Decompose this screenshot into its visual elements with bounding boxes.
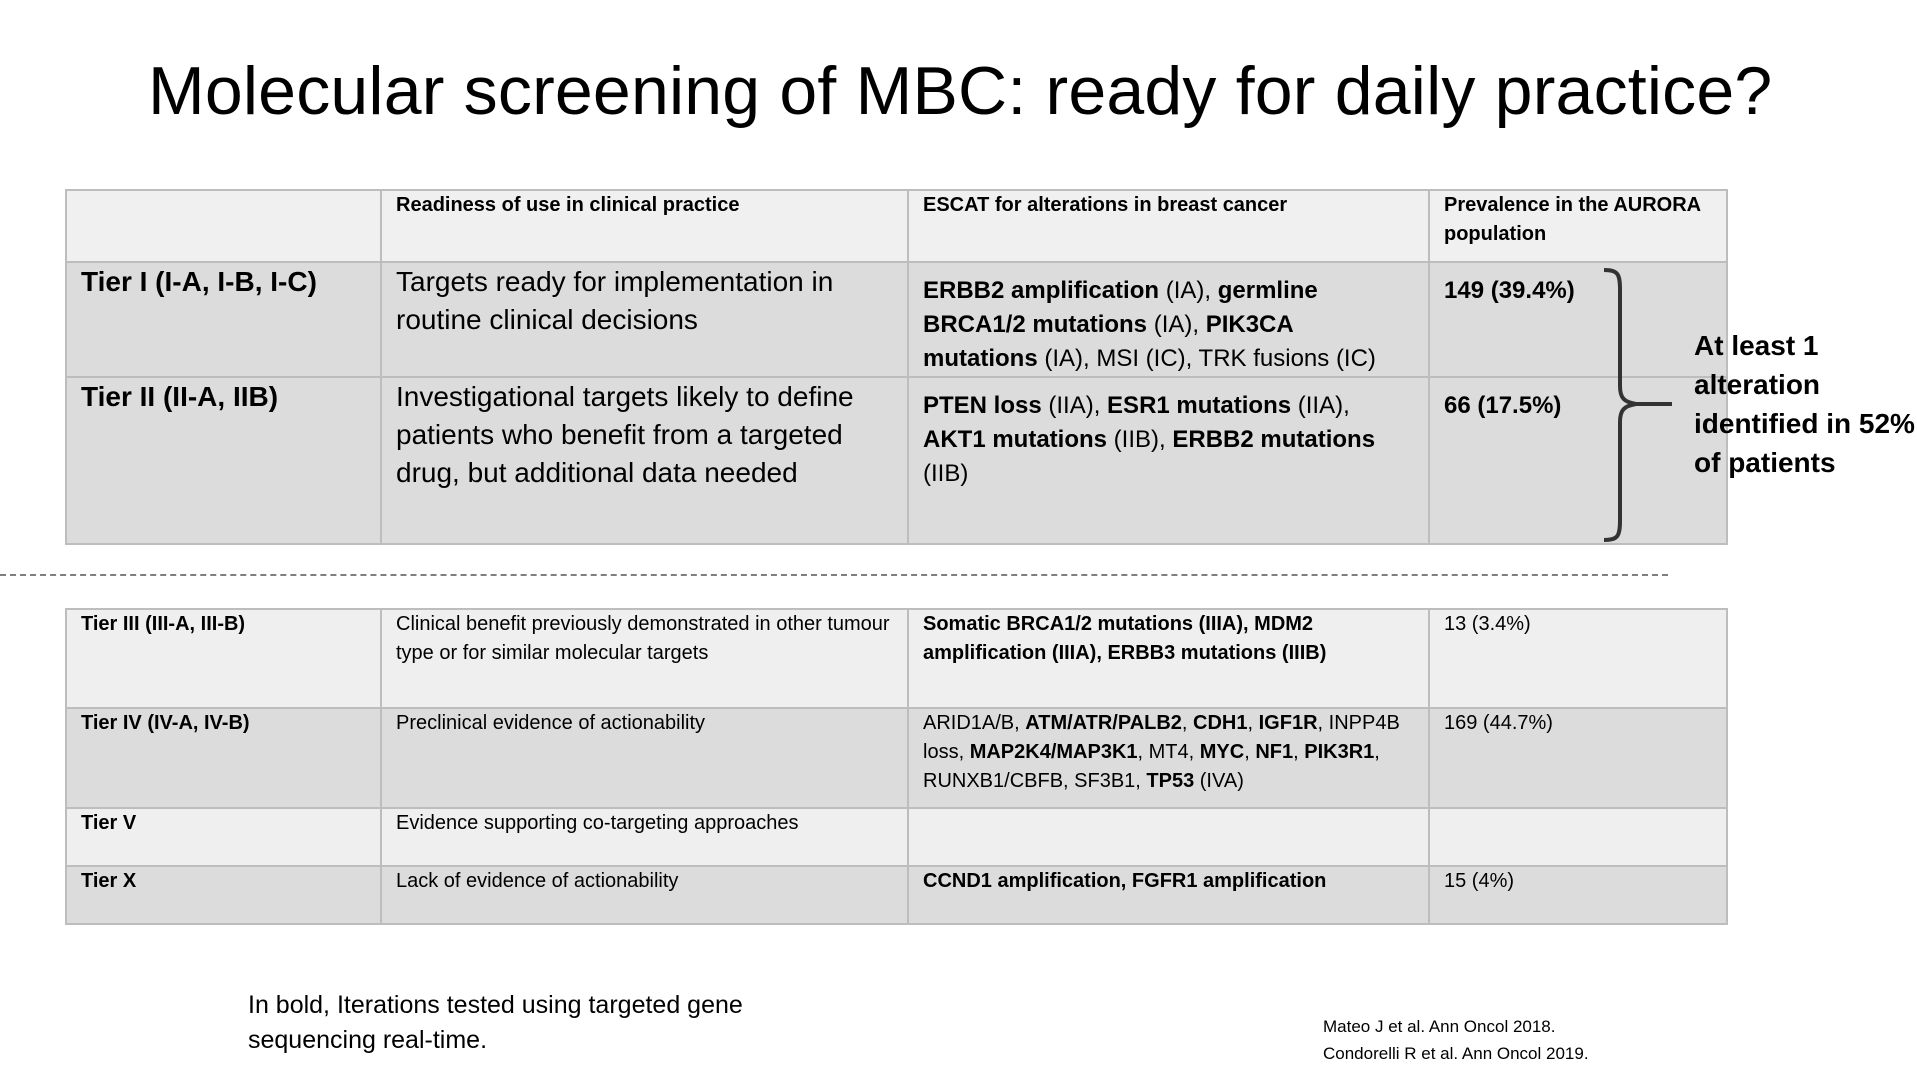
escat-text: (IIA), (1041, 392, 1108, 419)
escat-alteration-bold: ERBB2 amplification (923, 277, 1160, 304)
prevalence-cell (1429, 377, 1727, 544)
escat-text: (IIA), (1291, 392, 1350, 419)
readiness-cell: Evidence supporting co-targeting approaches (381, 808, 908, 866)
page-title: Molecular screening of MBC: ready for daily practice? (148, 53, 1773, 129)
escat-alteration-bold: NF1 (1255, 741, 1294, 763)
escat-alteration-bold: MAP2K4/MAP3K1 (969, 741, 1138, 763)
prevalence-cell: 15 (4%) (1429, 866, 1727, 924)
escat-alteration-bold: PIK3R1 (1304, 741, 1375, 763)
escat-text: , (1181, 712, 1194, 734)
table-row (66, 609, 1727, 708)
escat-alteration-bold: ATM/ATR/PALB2 (1025, 712, 1182, 734)
footnote-line: In bold, Iterations tested using targeted gene (248, 991, 743, 1019)
escat-alteration-bold: Somatic BRCA1/2 mutations (IIIA), MDM2 amplification (IIIA), ERBB3 mutations (IIIB) (923, 613, 1327, 664)
tier-table-bottom (65, 608, 1728, 925)
prevalence-value: 149 (39.4%) (1444, 277, 1575, 304)
references (1323, 1013, 1589, 1067)
escat-text: , (1244, 741, 1256, 763)
table-row (66, 262, 1727, 377)
escat-text: (IA), (1147, 311, 1206, 338)
prevalence-cell: 13 (3.4%) (1429, 609, 1727, 708)
escat-alteration-bold: CCND1 amplification, FGFR1 amplification (923, 870, 1327, 892)
summary-note: At least 1 alteration identified in 52% of patients (1694, 330, 1915, 478)
escat-alteration-bold: ERBB2 mutations (1172, 426, 1376, 453)
header-cell-tier (66, 190, 381, 262)
escat-alteration-bold: PIK3CA mutations (923, 311, 1293, 372)
footnote-line: sequencing real-time. (248, 1026, 488, 1054)
table-row (66, 377, 1727, 544)
prevalence-cell (1429, 808, 1727, 866)
escat-text: (IIB), (1107, 426, 1173, 453)
escat-text: (IA), MSI (IC), TRK fusions (IC) (1037, 345, 1376, 372)
readiness-cell: Preclinical evidence of actionability (381, 708, 908, 808)
escat-text: , (1293, 741, 1305, 763)
escat-text: , INPP4B loss, (923, 712, 1400, 763)
readiness-cell: Investigational targets likely to define patients who benefit from a targeted drug, but additional data needed (381, 377, 908, 544)
curly-brace-icon (1602, 268, 1672, 544)
tier-label: Tier IV (IV-A, IV-B) (66, 708, 381, 808)
escat-text: , (1247, 712, 1259, 734)
table-row (66, 866, 1727, 924)
tier-table-top (65, 189, 1728, 545)
header-cell-escat: ESCAT for alterations in breast cancer (908, 190, 1429, 262)
escat-alteration-bold: AKT1 mutations (923, 426, 1108, 453)
escat-cell (908, 808, 1429, 866)
header-cell-prevalence: Prevalence in the AURORA population (1429, 190, 1727, 262)
escat-cell (908, 866, 1429, 924)
escat-alteration-bold: CDH1 (1193, 712, 1248, 734)
readiness-cell: Targets ready for implementation in routine clinical decisions (381, 262, 908, 377)
escat-alteration-bold: MYC (1199, 741, 1245, 763)
table-row (66, 808, 1727, 866)
escat-text: , RUNXB1/CBFB, SF3B1, (923, 741, 1380, 792)
prevalence-cell (1429, 262, 1727, 377)
reference-item: Mateo J et al. Ann Oncol 2018. (1323, 1017, 1556, 1036)
escat-alteration-bold: germline BRCA1/2 mutations (923, 277, 1318, 338)
footnote (248, 988, 743, 1058)
escat-text: ARID1A/B, (923, 712, 1026, 734)
escat-text: (IA), (1159, 277, 1218, 304)
prevalence-cell: 169 (44.7%) (1429, 708, 1727, 808)
escat-cell (908, 377, 1429, 544)
header-cell-readiness: Readiness of use in clinical practice (381, 190, 908, 262)
escat-alteration-bold: TP53 (1146, 770, 1195, 792)
table-header-row (66, 190, 1727, 262)
tier-label: Tier II (II-A, IIB) (66, 377, 381, 544)
escat-text: , MT4, (1137, 741, 1200, 763)
escat-alteration-bold: ESR1 mutations (1107, 392, 1292, 419)
escat-cell (908, 609, 1429, 708)
readiness-cell: Clinical benefit previously demonstrated in other tumour type or for similar molecular targets (381, 609, 908, 708)
escat-text: (IIB) (923, 460, 969, 487)
table-row (66, 708, 1727, 808)
prevalence-value: 66 (17.5%) (1444, 392, 1562, 419)
readiness-cell: Lack of evidence of actionability (381, 866, 908, 924)
escat-cell (908, 262, 1429, 377)
dashed-divider (0, 574, 1668, 576)
escat-cell (908, 708, 1429, 808)
escat-alteration-bold: IGF1R (1258, 712, 1318, 734)
tier-label: Tier I (I-A, I-B, I-C) (66, 262, 381, 377)
escat-text: (IVA) (1194, 770, 1244, 792)
escat-alteration-bold: PTEN loss (923, 392, 1042, 419)
tier-label: Tier X (66, 866, 381, 924)
reference-item: Condorelli R et al. Ann Oncol 2019. (1323, 1044, 1589, 1063)
tier-label: Tier V (66, 808, 381, 866)
tier-label: Tier III (III-A, III-B) (66, 609, 381, 708)
